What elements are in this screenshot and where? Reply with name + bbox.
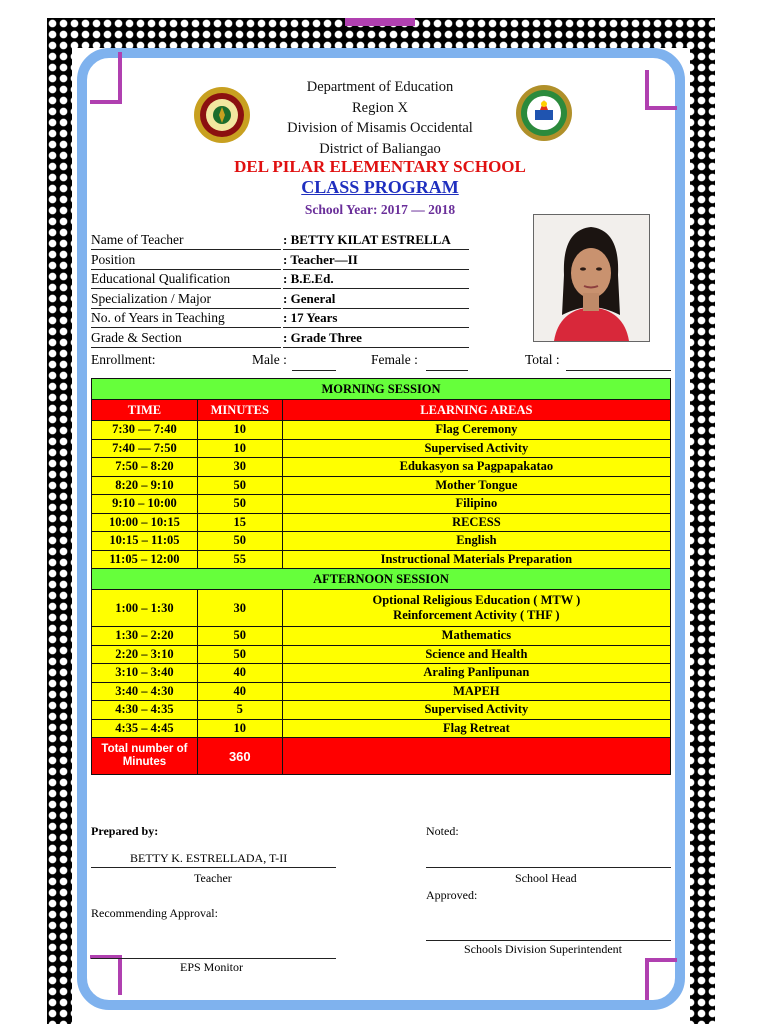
- col-minutes-header: MINUTES: [197, 400, 282, 421]
- area-cell: Araling Panlipunan: [282, 664, 670, 683]
- header-line-division: Division of Misamis Occidental: [287, 120, 473, 136]
- info-value: : B.E.Ed.: [283, 270, 469, 289]
- area-cell: MAPEH: [282, 682, 670, 701]
- time-cell: 3:40 – 4:30: [92, 682, 198, 701]
- document-title: CLASS PROGRAM: [301, 177, 459, 197]
- minutes-cell: 10: [197, 439, 282, 458]
- area-cell: Supervised Activity: [282, 701, 670, 720]
- area-cell: Supervised Activity: [282, 439, 670, 458]
- minutes-cell: 5: [197, 701, 282, 720]
- minutes-cell: 50: [197, 495, 282, 514]
- table-row: [92, 550, 671, 569]
- enrollment-label: Enrollment:: [91, 352, 156, 367]
- minutes-cell: 10: [197, 421, 282, 440]
- table-row: [92, 476, 671, 495]
- time-cell: 11:05 – 12:00: [92, 550, 198, 569]
- info-label: No. of Years in Teaching: [91, 309, 281, 328]
- info-label: Specialization / Major: [91, 290, 281, 309]
- afternoon-session-header: [92, 569, 671, 590]
- school-year: School Year: 2017 — 2018: [304, 202, 456, 217]
- female-field-line: [426, 369, 468, 371]
- time-cell: 1:00 – 1:30: [92, 590, 198, 627]
- area-cell: Flag Retreat: [282, 719, 670, 738]
- recommending-label: Recommending Approval:: [91, 906, 218, 920]
- info-value: : Grade Three: [283, 329, 469, 348]
- area-cell: Instructional Materials Preparation: [282, 550, 670, 569]
- time-cell: 7:40 — 7:50: [92, 439, 198, 458]
- header-line-department: Department of Education: [306, 79, 454, 95]
- table-row: [92, 439, 671, 458]
- table-row: [92, 645, 671, 664]
- minutes-cell: 50: [197, 476, 282, 495]
- total-empty-cell: [282, 738, 670, 775]
- info-value: : BETTY KILAT ESTRELLA: [283, 231, 469, 250]
- total-row: [92, 738, 671, 775]
- time-cell: 4:35 – 4:45: [92, 719, 198, 738]
- table-row: [92, 458, 671, 477]
- minutes-cell: 30: [197, 458, 282, 477]
- table-row: [92, 590, 671, 627]
- table-row: [92, 664, 671, 683]
- area-cell: Mathematics: [282, 627, 670, 646]
- male-label: Male :: [252, 352, 287, 367]
- time-cell: 7:50 – 8:20: [92, 458, 198, 477]
- col-areas-header: LEARNING AREAS: [282, 400, 670, 421]
- header-line-region: Region X: [352, 99, 408, 116]
- noted-signature-line: [426, 866, 671, 868]
- time-cell: 9:10 – 10:00: [92, 495, 198, 514]
- preparer-role: Teacher: [194, 871, 232, 885]
- info-value: : 17 Years: [283, 309, 469, 328]
- info-value: : Teacher—II: [283, 251, 469, 270]
- afternoon-session-title: AFTERNOON SESSION: [92, 569, 671, 590]
- total-label: Total :: [525, 352, 560, 367]
- minutes-cell: 30: [197, 590, 282, 627]
- area-cell: Edukasyon sa Pagpapakatao: [282, 458, 670, 477]
- time-cell: 7:30 — 7:40: [92, 421, 198, 440]
- total-value-cell: 360: [197, 738, 282, 775]
- area-line-2: Reinforcement Activity ( THF ): [393, 608, 560, 622]
- info-label: Name of Teacher: [91, 231, 281, 250]
- time-cell: 3:10 – 3:40: [92, 664, 198, 683]
- time-cell: 10:00 – 10:15: [92, 513, 198, 532]
- area-cell: Science and Health: [282, 645, 670, 664]
- time-cell: 4:30 – 4:35: [92, 701, 198, 720]
- schedule-table: [91, 378, 671, 775]
- preparer-name: BETTY K. ESTRELLADA, T-II: [130, 851, 288, 865]
- time-cell: 10:15 – 11:05: [92, 532, 198, 551]
- table-row: [92, 421, 671, 440]
- area-line-1: Optional Religious Education ( MTW ): [372, 593, 581, 607]
- table-row: [92, 495, 671, 514]
- minutes-cell: 40: [197, 664, 282, 683]
- minutes-cell: 50: [197, 645, 282, 664]
- area-cell: English: [282, 532, 670, 551]
- area-cell: Flag Ceremony: [282, 421, 670, 440]
- minutes-cell: 55: [197, 550, 282, 569]
- header-line-district: District of Baliangao: [319, 140, 441, 157]
- area-cell: Mother Tongue: [282, 476, 670, 495]
- school-name: DEL PILAR ELEMENTARY SCHOOL: [234, 157, 526, 176]
- info-label: Position: [91, 251, 281, 270]
- info-label: Educational Qualification: [91, 270, 281, 289]
- table-row: [92, 627, 671, 646]
- info-value: : General: [283, 290, 469, 309]
- area-cell: RECESS: [282, 513, 670, 532]
- approved-role: Schools Division Superintendent: [464, 942, 622, 956]
- time-cell: 8:20 – 9:10: [92, 476, 198, 495]
- time-cell: 2:20 – 3:10: [92, 645, 198, 664]
- minutes-cell: 10: [197, 719, 282, 738]
- approved-signature-line: [426, 939, 671, 941]
- prepared-by-label: Prepared by:: [91, 824, 159, 838]
- area-cell: [282, 590, 670, 627]
- area-cell: Filipino: [282, 495, 670, 514]
- noted-role: School Head: [515, 871, 577, 885]
- col-time-header: TIME: [92, 400, 198, 421]
- table-row: [92, 513, 671, 532]
- total-label-cell: Total number of Minutes: [92, 738, 198, 775]
- minutes-cell: 40: [197, 682, 282, 701]
- minutes-cell: 50: [197, 532, 282, 551]
- male-field-line: [292, 369, 336, 371]
- female-label: Female :: [371, 352, 418, 367]
- minutes-cell: 50: [197, 627, 282, 646]
- recommending-signature-line: [91, 957, 336, 959]
- noted-label: Noted:: [426, 824, 459, 838]
- table-row: [92, 682, 671, 701]
- approved-label: Approved:: [426, 888, 478, 902]
- morning-session-title: MORNING SESSION: [92, 379, 671, 400]
- preparer-signature-line: [91, 866, 336, 868]
- minutes-cell: 15: [197, 513, 282, 532]
- table-row: [92, 532, 671, 551]
- morning-session-header: [92, 379, 671, 400]
- total-field-line: [566, 369, 671, 371]
- time-cell: 1:30 – 2:20: [92, 627, 198, 646]
- column-header-row: [92, 400, 671, 421]
- table-row: [92, 701, 671, 720]
- info-label: Grade & Section: [91, 329, 281, 348]
- table-row: [92, 719, 671, 738]
- recommending-role: EPS Monitor: [180, 960, 244, 974]
- teacher-photo: [533, 214, 650, 342]
